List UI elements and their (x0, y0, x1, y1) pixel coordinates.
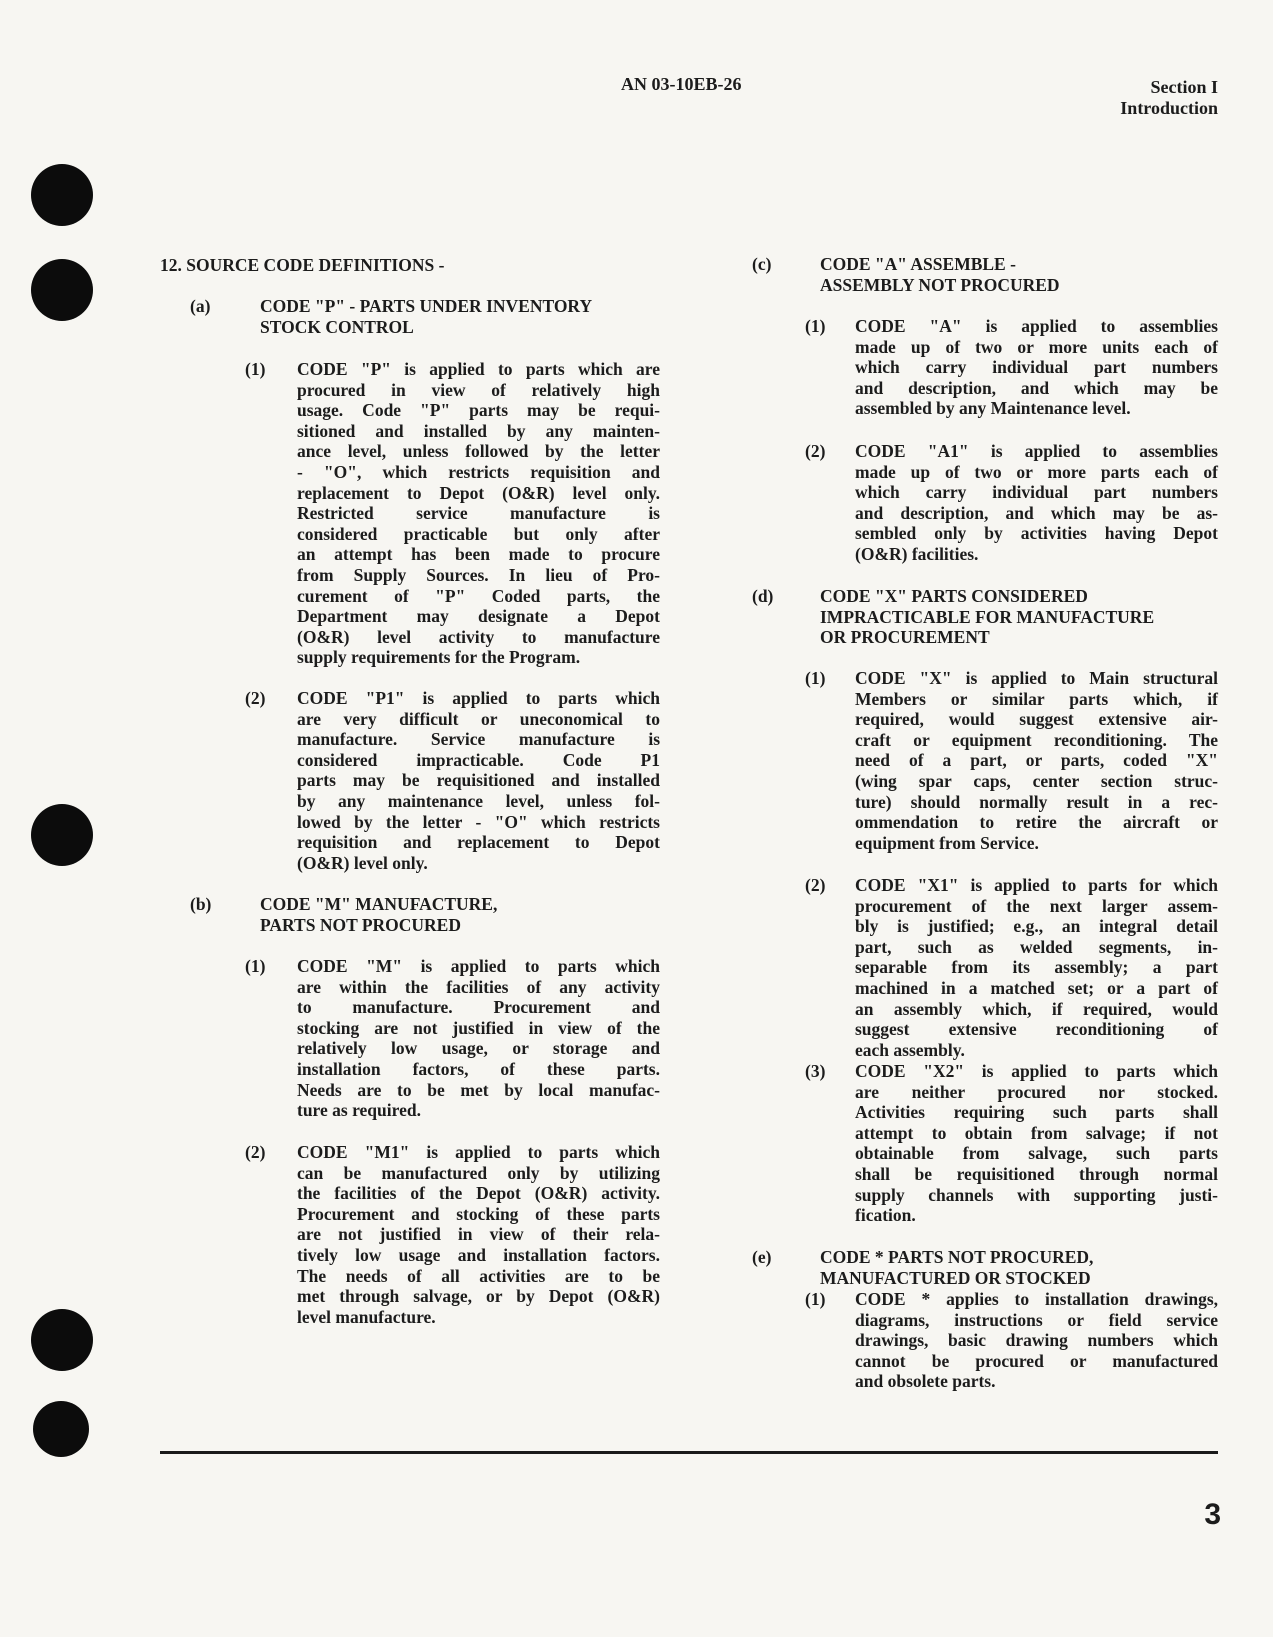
text-line: CODE "A1" is applied to assemblies (855, 441, 1218, 461)
page-number: 3 (1204, 1498, 1221, 1531)
subitem-label: (1) (245, 359, 266, 379)
text-line: PARTS NOT PROCURED (260, 914, 461, 935)
subitem-text (297, 688, 660, 873)
text-line: required, would suggest extensive air- (855, 709, 1218, 730)
subitem-text (855, 1289, 1218, 1392)
text-line: usage. Code "P" parts may be requi- (297, 400, 660, 421)
text-line: manufacture. Service manufacture is (297, 729, 660, 750)
text-line: CODE "M" is applied to parts which (297, 956, 660, 976)
text-line: replacement to Depot (O&R) level only. (297, 482, 660, 503)
text-line: an assembly which, if required, would (855, 998, 1218, 1019)
item-label: (d) (752, 586, 774, 606)
item-label: (b) (190, 894, 212, 914)
subitem-text (855, 875, 1218, 1060)
item-label: (c) (752, 254, 772, 274)
binder-hole (31, 259, 93, 321)
text-line: CODE "X" PARTS CONSIDERED (820, 586, 1088, 606)
text-line: Members or similar parts which, if (855, 688, 1218, 709)
text-line: which carry individual part numbers (855, 482, 1218, 503)
subitem-text (855, 1061, 1218, 1226)
text-line: MANUFACTURED OR STOCKED (820, 1267, 1091, 1288)
text-line: STOCK CONTROL (260, 316, 414, 337)
subitem-text (297, 956, 660, 1121)
text-line: considered practicable but only after (297, 523, 660, 544)
item-title (260, 296, 592, 337)
text-line: fication. (855, 1205, 916, 1226)
text-line: stocking are not justified in view of the (297, 1017, 660, 1038)
text-line: IMPRACTICABLE FOR MANUFACTURE (820, 606, 1155, 627)
text-line: CODE "X1" is applied to parts for which (855, 875, 1218, 895)
text-line: shall be requisitioned through normal (855, 1163, 1218, 1184)
item-label: (a) (190, 296, 211, 316)
subitem-label: (2) (245, 1142, 266, 1162)
subitem-label: (1) (245, 956, 266, 976)
text-line: CODE "P" is applied to parts which are (297, 359, 660, 379)
text-line: the facilities of the Depot (O&R) activity. (297, 1183, 660, 1204)
text-line: parts may be requisitioned and installed (297, 770, 660, 791)
text-line: supply channels with supporting justi- (855, 1184, 1218, 1205)
text-line: (O&R) level only. (297, 852, 428, 873)
subitem-text (855, 316, 1218, 419)
text-line: from Supply Sources. In lieu of Pro- (297, 564, 660, 585)
subitem-label: (2) (805, 875, 826, 895)
text-line: attempt to obtain from salvage; if not (855, 1122, 1218, 1143)
item-label: (e) (752, 1247, 772, 1267)
text-line: procured in view of relatively high (297, 379, 660, 400)
text-line: ture as required. (297, 1100, 421, 1121)
text-line: tively low usage and installation factors. (297, 1244, 660, 1265)
text-line: Department may designate a Depot (297, 606, 660, 627)
text-line: part, such as welded segments, in- (855, 936, 1218, 957)
text-line: ture) should normally result in a rec- (855, 791, 1218, 812)
text-line: are within the facilities of any activity (297, 976, 660, 997)
subitem-label: (1) (805, 668, 826, 688)
text-line: assembled by any Maintenance level. (855, 398, 1131, 419)
text-line: sitioned and installed by any mainten- (297, 420, 660, 441)
section-title: Introduction (1120, 98, 1218, 118)
text-line: CODE "M1" is applied to parts which (297, 1142, 660, 1162)
text-line: curement of "P" Coded parts, the (297, 585, 660, 606)
text-line: CODE * applies to installation drawings, (855, 1289, 1218, 1309)
text-line: drawings, basic drawing numbers which (855, 1330, 1218, 1351)
text-line: and description, and which may be (855, 377, 1218, 398)
text-line: suggest extensive reconditioning of (855, 1019, 1218, 1040)
text-line: sembled only by activities having Depot (855, 523, 1218, 544)
text-line: equipment from Service. (855, 832, 1039, 853)
text-line: (wing spar caps, center section struc- (855, 770, 1218, 791)
text-line: OR PROCUREMENT (820, 627, 990, 648)
text-line: are neither procured nor stocked. (855, 1081, 1218, 1102)
text-line: to manufacture. Procurement and (297, 997, 660, 1018)
text-line: The needs of all activities are to be (297, 1265, 660, 1286)
subitem-text (297, 1142, 660, 1327)
text-line: relatively low usage, or storage and (297, 1038, 660, 1059)
text-line: need of a part, or parts, coded "X" (855, 750, 1218, 771)
text-line: an attempt has been made to procure (297, 544, 660, 565)
text-line: level manufacture. (297, 1306, 436, 1327)
text-line: and obsolete parts. (855, 1371, 996, 1392)
text-line: ance level, unless followed by the letter (297, 441, 660, 462)
item-title (820, 1247, 1093, 1288)
text-line: CODE "A" ASSEMBLE - (820, 254, 1016, 274)
text-line: CODE "P" - PARTS UNDER INVENTORY (260, 296, 593, 316)
subitem-text (297, 359, 660, 668)
subitem-label: (1) (805, 1289, 826, 1309)
text-line: made up of two or more parts each of (855, 461, 1218, 482)
text-line: - "O", which restricts requisition and (297, 461, 660, 482)
footer-rule (160, 1451, 1218, 1454)
text-line: (O&R) level activity to manufacture (297, 626, 660, 647)
text-line: diagrams, instructions or field service (855, 1309, 1218, 1330)
text-line: can be manufactured only by utilizing (297, 1162, 660, 1183)
text-line: Activities requiring such parts shall (855, 1102, 1218, 1123)
text-line: CODE * PARTS NOT PROCURED, (820, 1247, 1094, 1267)
text-line: installation factors, of these parts. (297, 1058, 660, 1079)
text-line: CODE "P1" is applied to parts which (297, 688, 660, 708)
text-line: supply requirements for the Program. (297, 647, 581, 668)
text-line: ASSEMBLY NOT PROCURED (820, 274, 1060, 295)
section-header (1120, 77, 1218, 119)
text-line: met through salvage, or by Depot (O&R) (297, 1286, 660, 1307)
text-line: Procurement and stocking of these parts (297, 1203, 660, 1224)
text-line: requisition and replacement to Depot (297, 832, 660, 853)
binder-hole (31, 804, 93, 866)
text-line: CODE "M" MANUFACTURE, (260, 894, 498, 914)
subitem-label: (2) (805, 441, 826, 461)
text-line: Restricted service manufacture is (297, 503, 660, 524)
text-line: machined in a matched set; or a part of (855, 977, 1218, 998)
text-line: bly is justified; e.g., an integral detail (855, 916, 1218, 937)
text-line: ommendation to retire the aircraft or (855, 812, 1218, 833)
item-title (820, 586, 1154, 648)
text-line: cannot be procured or manufactured (855, 1350, 1218, 1371)
text-line: obtainable from salvage, such parts (855, 1143, 1218, 1164)
text-line: CODE "X" is applied to Main structural (855, 668, 1218, 688)
document-number: AN 03-10EB-26 (621, 74, 742, 94)
binder-hole (31, 164, 93, 226)
subitem-label: (2) (245, 688, 266, 708)
subitem-label: (1) (805, 316, 826, 336)
item-title (260, 894, 497, 935)
binder-hole (31, 1309, 93, 1371)
text-line: each assembly. (855, 1039, 965, 1060)
text-line: CODE "X2" is applied to parts which (855, 1061, 1218, 1081)
subitem-label: (3) (805, 1061, 826, 1081)
text-line: procurement of the next larger assem- (855, 895, 1218, 916)
text-line: are not justified in view of their rela- (297, 1224, 660, 1245)
text-line: CODE "A" is applied to assemblies (855, 316, 1218, 336)
text-line: craft or equipment reconditioning. The (855, 729, 1218, 750)
subitem-text (855, 668, 1218, 853)
text-line: (O&R) facilities. (855, 543, 979, 564)
text-line: considered impracticable. Code P1 (297, 749, 660, 770)
text-line: Needs are to be met by local manufac- (297, 1079, 660, 1100)
text-line: made up of two or more units each of (855, 336, 1218, 357)
text-line: lowed by the letter - "O" which restricts (297, 811, 660, 832)
item-title (820, 254, 1060, 295)
section-label: Section I (1150, 77, 1218, 97)
text-line: by any maintenance level, unless fol- (297, 790, 660, 811)
text-line: are very difficult or uneconomical to (297, 708, 660, 729)
binder-hole (33, 1401, 89, 1457)
text-line: and description, and which may be as- (855, 502, 1218, 523)
text-line: which carry individual part numbers (855, 357, 1218, 378)
section-heading: 12. SOURCE CODE DEFINITIONS - (160, 255, 445, 275)
text-line: separable from its assembly; a part (855, 957, 1218, 978)
subitem-text (855, 441, 1218, 565)
